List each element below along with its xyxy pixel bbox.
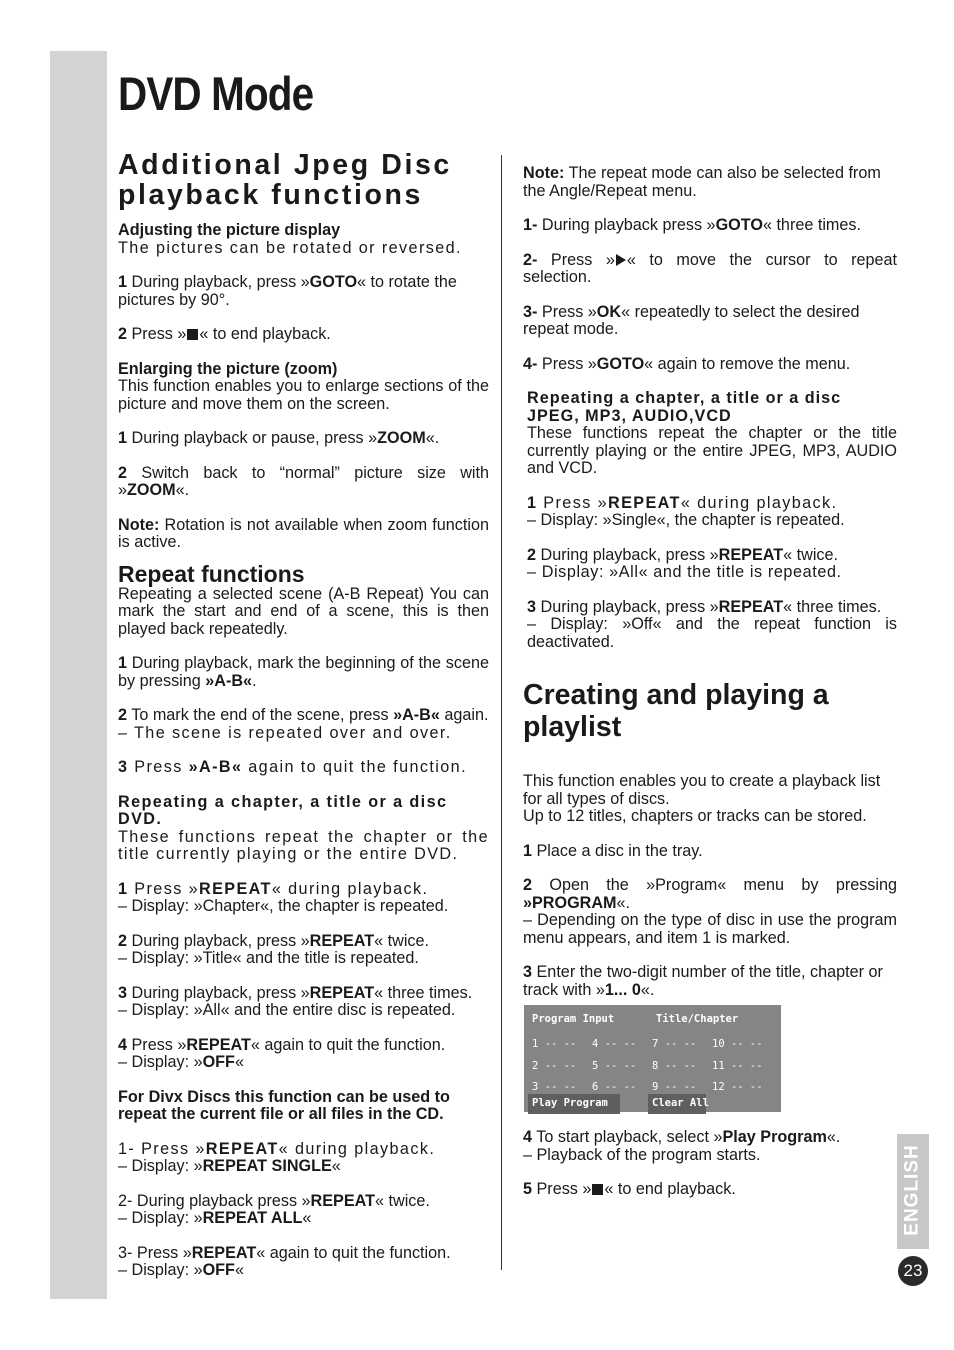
playlist-step-3: 3 Enter the two-digit number of the title, chapter or track with »1... 0«. (523, 963, 883, 999)
program-slot[interactable]: 6 -- -- (592, 1081, 637, 1093)
program-slot[interactable]: 9 -- -- (652, 1081, 697, 1093)
jpeg-step-2-display: – Display: »All« and the title is repeated. (527, 563, 842, 581)
menu-step-4: 4- Press »GOTO« again to remove the menu. (523, 354, 851, 373)
dvd-step-4: 4 Press »REPEAT« again to quit the function. (118, 1035, 446, 1054)
playlist-intro-1: This function enables you to create a playback list for all types of discs. (523, 772, 881, 808)
program-slot[interactable]: 11 -- -- (712, 1060, 763, 1072)
zoom-step-2: 2 Switch back to “normal” picture size with »ZOOM«. (118, 463, 489, 499)
playlist-step-2: 2 Open the »Program« menu by pressing »PROGRAM«. (523, 876, 897, 912)
playlist-step-4-display: – Playback of the program starts. (523, 1145, 761, 1164)
program-input-screen (524, 1005, 781, 1112)
program-input-title: Program Input (532, 1013, 615, 1025)
program-slot[interactable]: 4 -- -- (592, 1038, 637, 1050)
sidebar-strip (50, 51, 107, 1299)
page-title: DVD Mode (118, 67, 314, 120)
dvd-step-3-display: – Display: »All« and the entire disc is repeated. (118, 1001, 456, 1019)
program-slot[interactable]: 2 -- -- (532, 1060, 577, 1072)
playlist-step-1: 1 Place a disc in the tray. (523, 841, 703, 860)
divx-step-2-display: – Display: »REPEAT ALL« (118, 1209, 312, 1227)
jpeg-functions-heading: Additional Jpeg Disc playback functions (118, 149, 452, 211)
ab-step-2-display: – The scene is repeated over and over. (118, 723, 452, 742)
menu-step-3: 3- Press »OK« repeatedly to select the desired repeat mode. (523, 302, 860, 338)
dvd-step-4-display: – Display: »OFF« (118, 1053, 244, 1071)
divx-step-1-display: – Display: »REPEAT SINGLE« (118, 1157, 341, 1175)
play-icon (616, 254, 626, 266)
jpeg-step-1: 1 Press »REPEAT« during playback. (527, 493, 838, 512)
zoom-step-1: 1 During playback or pause, press »ZOOM«. (118, 429, 440, 447)
dvd-step-3: 3 During playback, press »REPEAT« three times. (118, 983, 473, 1002)
playlist-step-4: 4 To start playback, select »Play Program«. (523, 1128, 841, 1146)
language-label: ENGLISH (902, 1144, 924, 1236)
jpeg-step-1-display: – Display: »Single«, the chapter is repeated. (527, 511, 845, 529)
dvd-step-2-display: – Display: »Title« and the title is repeated. (118, 949, 419, 967)
jpeg-step-3: 3 During playback, press »REPEAT« three times. (527, 597, 882, 616)
play-program-button[interactable]: Play Program (528, 1094, 620, 1114)
clear-all-button[interactable]: Clear All (648, 1094, 706, 1114)
program-slot[interactable]: 5 -- -- (592, 1060, 637, 1072)
ab-step-1: 1 During playback, mark the beginning of the scene by pressing »A-B«. (118, 654, 489, 690)
playlist-heading: Creating and playing a playlist (523, 679, 829, 743)
adjust-heading: Adjusting the picture display (118, 221, 341, 239)
repeat-functions-heading: Repeat functions (118, 560, 305, 587)
page-number: 23 (898, 1256, 928, 1286)
stop-icon (187, 329, 198, 340)
playlist-step-5: 5 Press » « to end playback. (523, 1180, 736, 1198)
dvd-repeat-heading: Repeating a chapter, a title or a disc DVD. (118, 792, 448, 828)
adjust-intro: The pictures can be rotated or reversed. (118, 238, 462, 257)
title-chapter-title: Title/Chapter (656, 1013, 739, 1025)
repeat-note: Note: The repeat mode can also be selected from the Angle/Repeat menu. (523, 164, 881, 200)
jpeg-step-2: 2 During playback, press »REPEAT« twice. (527, 545, 839, 564)
adjust-step-2: 2 Press » « to end playback. (118, 325, 331, 343)
jpeg-repeat-heading: Repeating a chapter, a title or a disc JPEG, MP3, AUDIO,VCD (527, 389, 842, 425)
dvd-step-1-display: – Display: »Chapter«, the chapter is repeated. (118, 897, 449, 915)
playlist-step-2-display: – Depending on the type of disc in use the program menu appears, and item 1 is marked. (523, 911, 897, 947)
column-divider (501, 155, 502, 1270)
left-column (118, 150, 489, 1297)
menu-step-2: 2- Press » « to move the cursor to repeat selection. (523, 250, 897, 286)
zoom-heading: Enlarging the picture (zoom) (118, 359, 338, 378)
divx-step-3-display: – Display: »OFF« (118, 1261, 244, 1279)
menu-step-1: 1- During playback press »GOTO« three times. (523, 216, 862, 234)
program-slot[interactable]: 7 -- -- (652, 1038, 697, 1050)
dvd-step-2: 2 During playback, press »REPEAT« twice. (118, 931, 430, 950)
ab-step-2: 2 To mark the end of the scene, press »A-B« again. (118, 706, 489, 724)
divx-heading: For Divx Discs this function can be used to repeat the current file or all files in the CD. (118, 1087, 450, 1123)
jpeg-step-3-display: – Display: »Off« and the repeat function is deactivated. (527, 615, 897, 651)
divx-step-2: 2- During playback press »REPEAT« twice. (118, 1191, 430, 1210)
zoom-note: Note: Rotation is not available when zoom function is active. (118, 515, 489, 551)
divx-step-3: 3- Press »REPEAT« again to quit the function. (118, 1243, 451, 1262)
stop-icon (592, 1184, 603, 1195)
jpeg-repeat-intro: These functions repeat the chapter or the title currently playing or the entire JPEG, MP3, AUDIO and VCD. (527, 424, 897, 477)
dvd-step-1: 1 Press »REPEAT« during playback. (118, 879, 429, 898)
dvd-repeat-intro: These functions repeat the chapter or the title currently playing or the entire DVD. (118, 827, 489, 863)
program-slot[interactable]: 8 -- -- (652, 1060, 697, 1072)
program-slot[interactable]: 10 -- -- (712, 1038, 763, 1050)
right-column (523, 165, 897, 1216)
program-slot[interactable]: 3 -- -- (532, 1081, 577, 1093)
repeat-intro: Repeating a selected scene (A-B Repeat) You can mark the start and end of a scene, this is then played back repeatedly. (118, 584, 489, 638)
divx-step-1: 1- Press »REPEAT« during playback. (118, 1139, 436, 1158)
playlist-intro-2: Up to 12 titles, chapters or tracks can be stored. (523, 807, 867, 825)
program-slot[interactable]: 1 -- -- (532, 1038, 577, 1050)
ab-step-3: 3 Press »A-B« again to quit the function. (118, 758, 467, 776)
program-slot[interactable]: 12 -- -- (712, 1081, 763, 1093)
zoom-intro: This function enables you to enlarge sections of the picture and move them on the screen. (118, 377, 489, 413)
adjust-step-1: 1 During playback, press »GOTO« to rotate the pictures by 90°. (118, 273, 457, 309)
